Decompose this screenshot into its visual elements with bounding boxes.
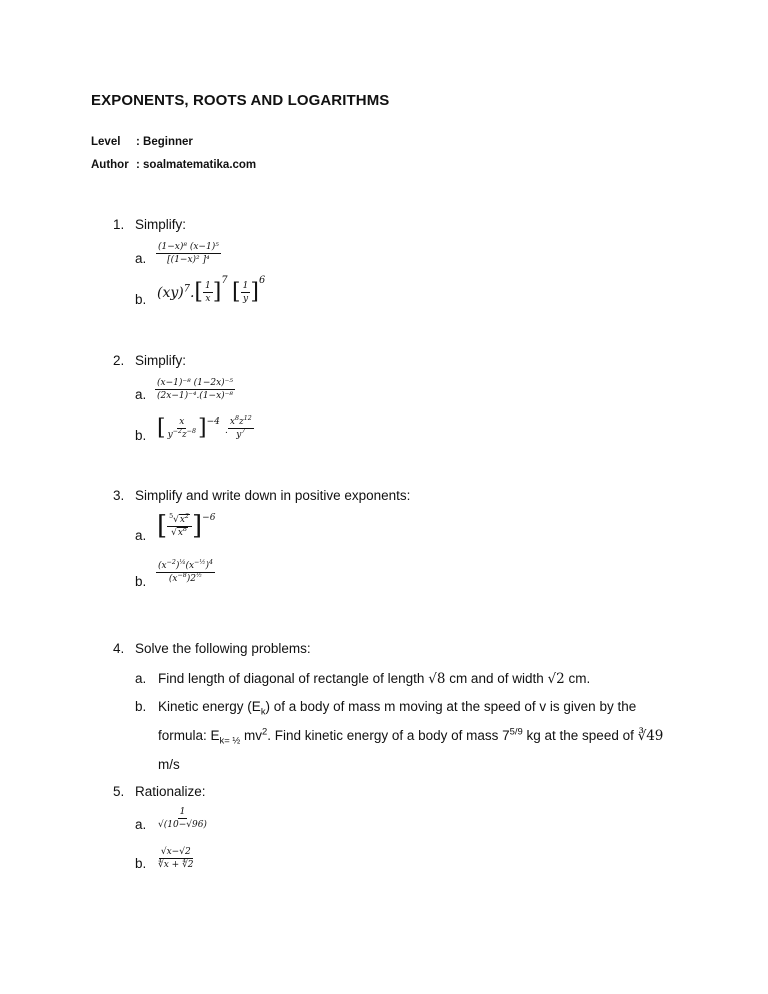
problem-4b-line2	[158, 726, 664, 747]
question-prompt: Simplify:	[135, 217, 187, 232]
question-5	[113, 784, 206, 799]
author-row	[91, 159, 256, 171]
part-letter: b.	[135, 856, 147, 871]
page-title: EXPONENTS, ROOTS AND LOGARITHMS	[91, 92, 390, 109]
problem-text: cm and of width	[449, 671, 544, 686]
author-value: : soalmatematika.com	[136, 159, 257, 171]
part-letter: b.	[135, 699, 147, 714]
problem-4b-line1	[158, 699, 637, 718]
question-prompt: Solve the following problems:	[135, 641, 311, 656]
superscript: 5/9	[509, 726, 523, 738]
question-number: 4.	[113, 641, 125, 656]
root-expression: √2	[547, 671, 565, 687]
fraction-denominator: [(1−x)² ]⁴	[167, 255, 210, 265]
question-3	[113, 488, 410, 503]
fraction-numerator: (1−x)⁸ (x−1)⁵	[158, 242, 219, 252]
problem-text: cm.	[568, 671, 591, 686]
question-prompt: Simplify and write down in positive exponents:	[135, 488, 411, 503]
root-expression: √8	[428, 671, 446, 687]
problem-text: Kinetic energy (E	[158, 699, 261, 714]
part-letter: b.	[135, 428, 147, 443]
question-2	[113, 353, 186, 368]
fraction-numerator: (x−1)⁻⁸ (1−2x)⁻⁵	[157, 378, 234, 388]
question-number: 3.	[113, 488, 125, 503]
math-expression-2b: [ $\frac{x}{y^{-2}z^{-8}}$ ]$^{-4}$ . $\frac{x^8z^{12}}{y^7}$	[157, 415, 252, 441]
fraction-denominator: (2x−1)⁻⁴.(1−x)⁻⁸	[157, 391, 234, 401]
question-1	[113, 217, 186, 232]
math-expression-1a	[156, 242, 221, 265]
subscript: k	[260, 706, 266, 718]
fraction-numerator: √x−√2	[160, 847, 191, 857]
fraction-denominator: √(10−√96)	[158, 820, 207, 830]
problem-text: ) of a body of mass m moving at the speed of v is given by the	[265, 699, 637, 714]
problem-4a-text	[158, 671, 590, 687]
superscript: 2	[262, 726, 268, 738]
question-number: 1.	[113, 217, 125, 232]
subscript: k= ½	[219, 735, 241, 747]
problem-4b-line3: m/s	[158, 757, 180, 772]
part-letter: a.	[135, 528, 147, 543]
part-letter: b.	[135, 574, 147, 589]
math-expression-2a	[155, 378, 235, 401]
level-label: Level	[91, 136, 121, 148]
level-row	[91, 136, 193, 148]
author-label: Author	[91, 159, 129, 171]
math-expression-3a: [ $\frac{^5√x^2}{√x^8}$ ]$^{-6}$	[157, 511, 216, 541]
problem-text: Find length of diagonal of rectangle of length	[158, 671, 425, 686]
level-value: : Beginner	[136, 136, 193, 148]
part-letter: b.	[135, 292, 147, 307]
math-expression-3b: $\frac{(x^{-2})^{\frac{1}{4}}(x^{-\frac{1}{2}})^4}{(x^{-8})2^{\frac{1}{2}}}$	[158, 559, 214, 584]
fraction-numerator: 1	[179, 807, 186, 817]
question-prompt: Rationalize:	[135, 784, 206, 799]
part-letter: a.	[135, 671, 147, 686]
question-prompt: Simplify:	[135, 353, 187, 368]
question-number: 5.	[113, 784, 125, 799]
root-expression: ∛49	[637, 728, 664, 744]
part-letter: a.	[135, 387, 147, 402]
problem-text: mv	[240, 728, 263, 743]
problem-text: kg at the speed of	[522, 728, 638, 743]
math-expression-5b	[156, 847, 196, 870]
question-4	[113, 641, 311, 656]
problem-text: . Find kinetic energy of a body of mass 7	[267, 728, 510, 743]
math-expression-1b: (xy)$^7$.[ $\frac{1}{x}$ ]$^7$ [ $\frac{1}{y}$ ]$^6$	[157, 275, 266, 305]
math-expression-5a	[156, 807, 209, 830]
part-letter: a.	[135, 817, 147, 832]
fraction-denominator: ∜x + ∜2	[158, 860, 194, 870]
problem-text: formula: E	[158, 728, 220, 743]
part-letter: a.	[135, 251, 147, 266]
question-number: 2.	[113, 353, 125, 368]
